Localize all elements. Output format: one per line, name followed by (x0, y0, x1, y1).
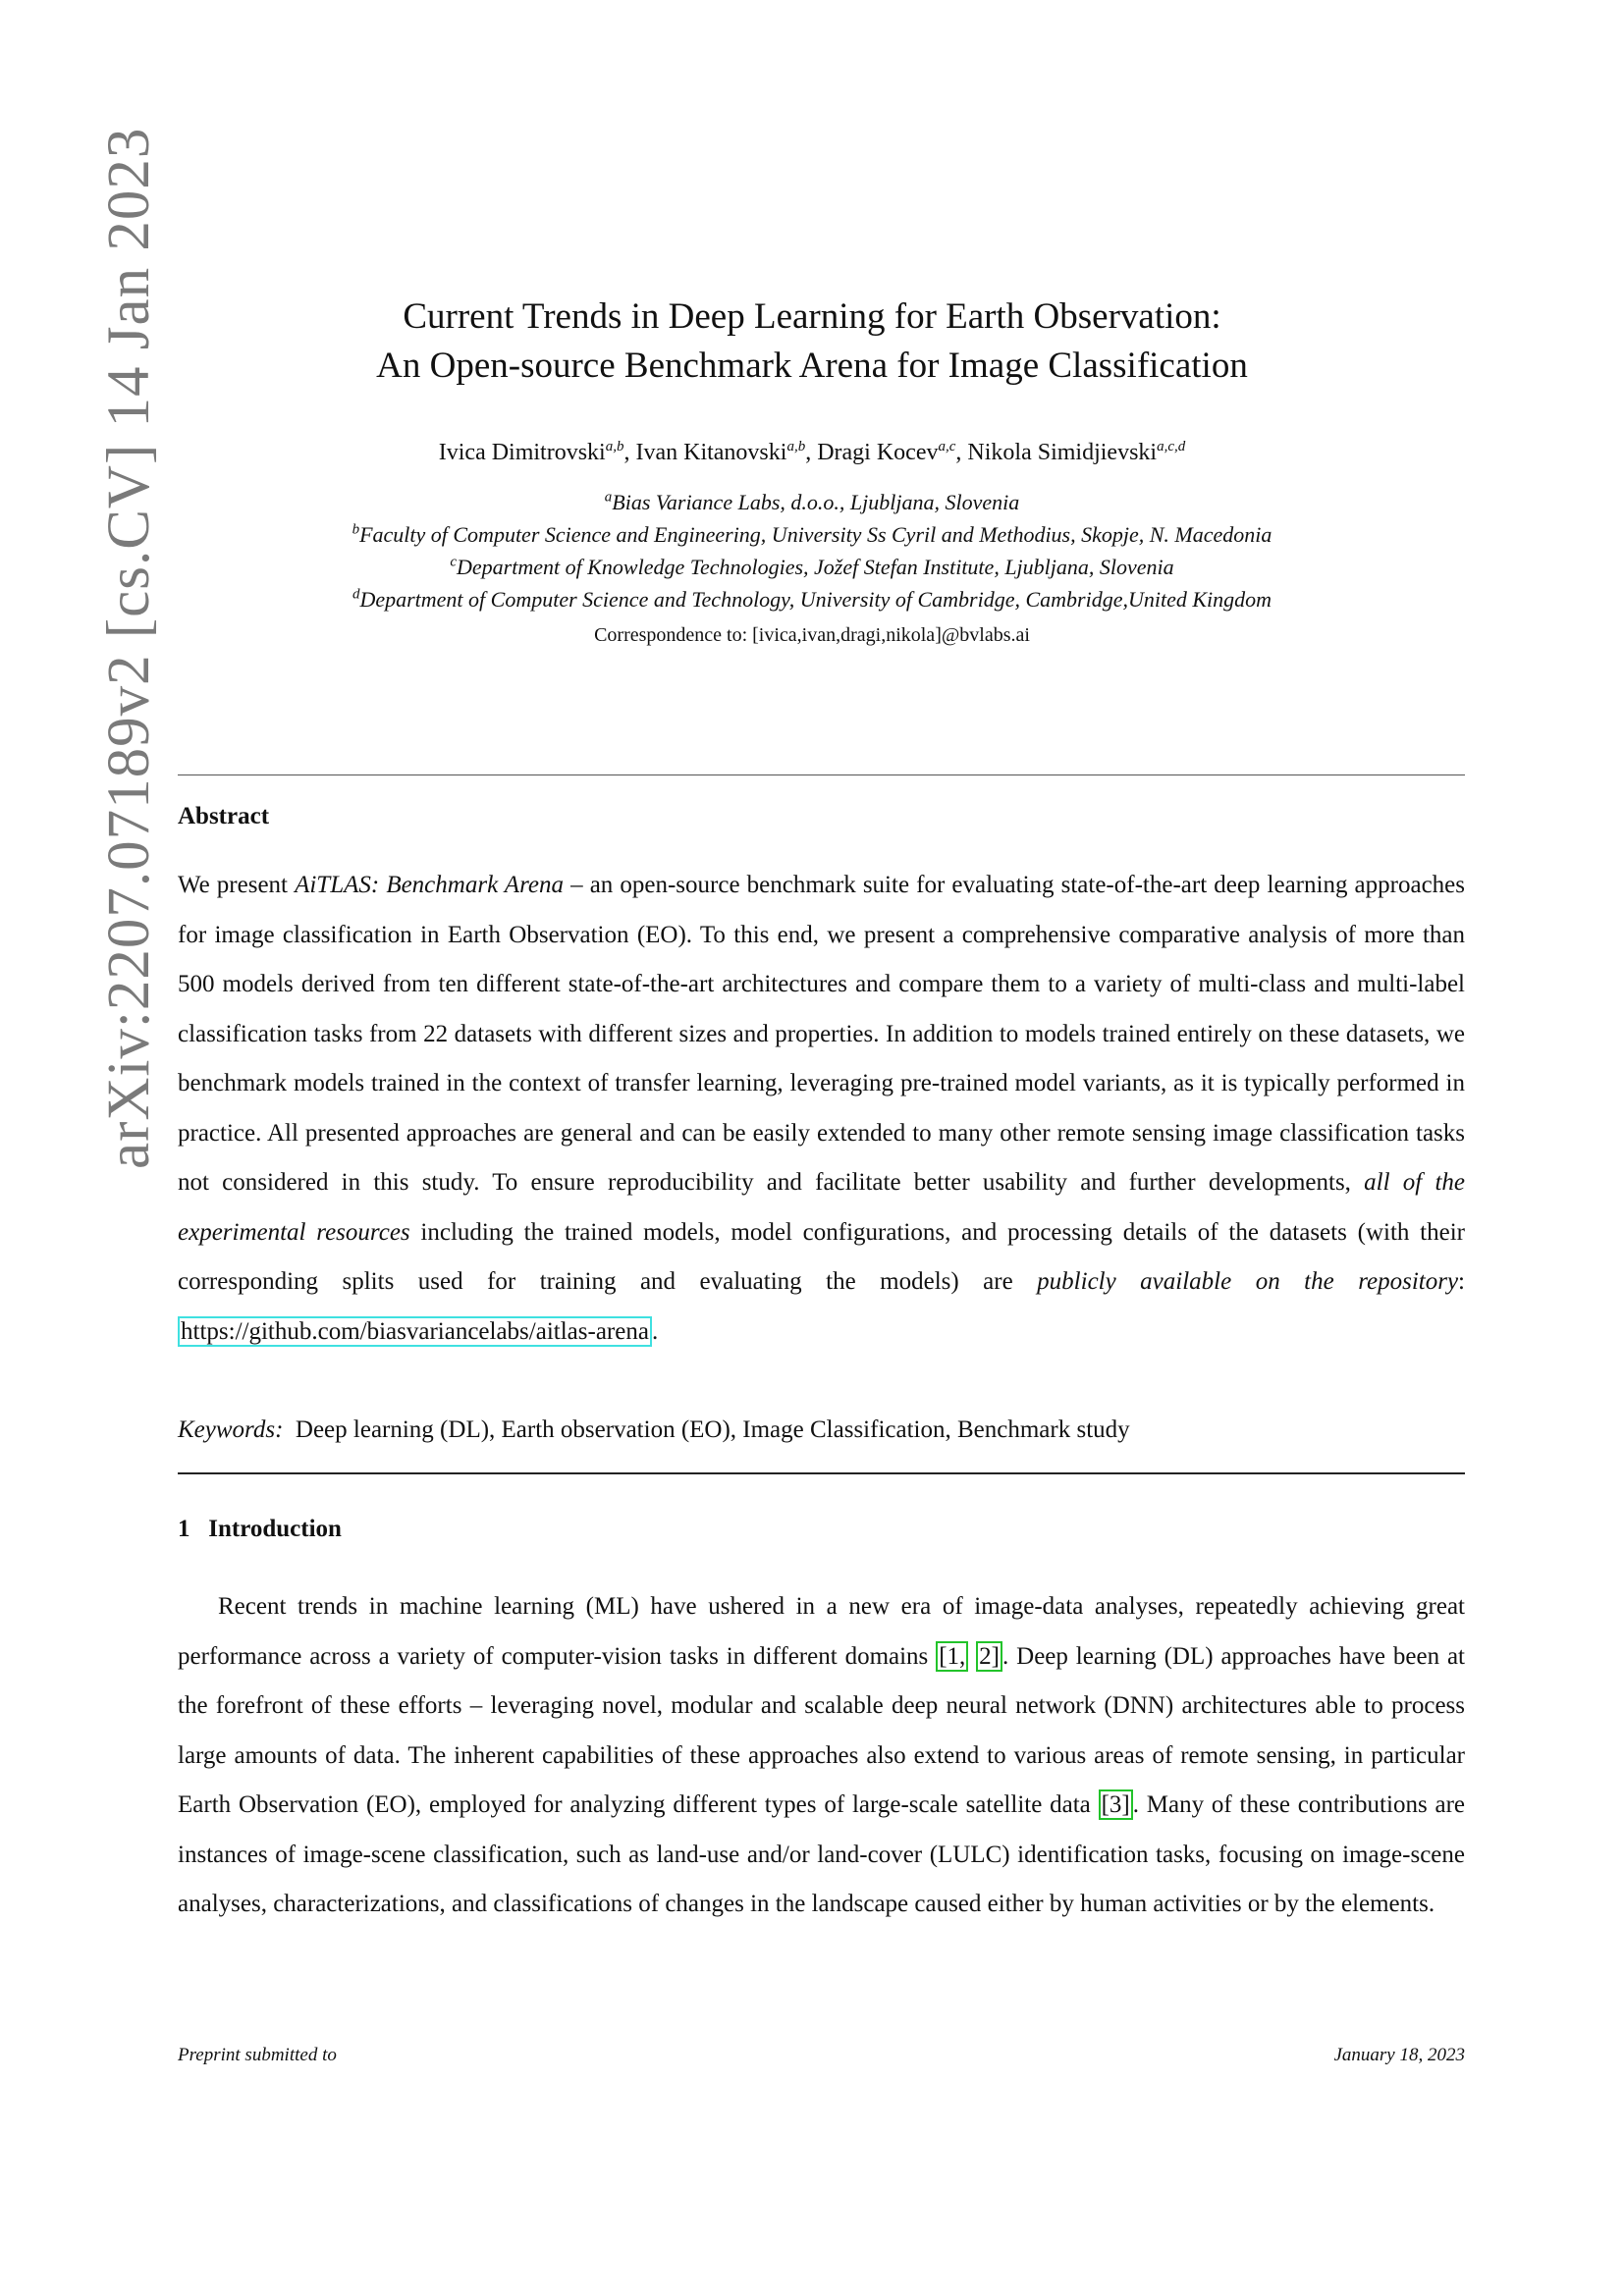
benchmark-name: AiTLAS: Benchmark Arena (295, 872, 564, 898)
section-title: Introduction (208, 1516, 342, 1542)
affiliation-text: Department of Knowledge Technologies, Jožef Stefan Institute, Ljubljana, Slovenia (457, 555, 1174, 579)
section-number: 1 (178, 1516, 190, 1542)
paper-title (0, 293, 1624, 391)
abstract-text: We present (178, 872, 296, 898)
affiliation (0, 522, 1624, 548)
abstract-text: . (651, 1317, 659, 1345)
footer-preprint: Preprint submitted to (178, 2045, 337, 2065)
abstract-text: : (1458, 1268, 1465, 1295)
keywords-label: Keywords: (178, 1416, 284, 1443)
author-affiliation-marker: a,c,d (1157, 439, 1186, 454)
affiliation (0, 587, 1624, 613)
abstract-emphasis: all of the experimental resources (178, 1169, 1466, 1246)
abstract-emphasis: publicly available on the repository (1037, 1268, 1459, 1295)
intro-text: . Many of these contributions are instances of image-scene classification, such as land-use and/or land-cover (LULC) identification tasks, focusing on image-scene analyses, characterizations, and classifications of changes in the landscape caused either by human activities or by the elements. (178, 1791, 1465, 1917)
abstract-text: including the trained models, model configurations, and processing details of the datasets (with their corresponding splits used for training and evaluating the models) are (178, 1218, 1465, 1295)
author-affiliation-marker: a,b (786, 439, 806, 454)
affiliation-text: Bias Variance Labs, d.o.o., Ljubljana, Slovenia (612, 490, 1020, 514)
author-list: Ivica Dimitrovski$^{a,b}$, Ivan Kitanovski$^{a,b}$, Dragi Kocev$^{a,c}$, Nikola Simidjievski$^{a,c,d}$ (438, 439, 1186, 465)
abstract-top-rule (178, 774, 1465, 775)
citation-link[interactable]: 2] (976, 1641, 1002, 1672)
affiliation (0, 490, 1624, 515)
abstract-text: – an open-source benchmark suite for evaluating state-of-the-art deep learning approaches for image classification in Earth Observation (EO). To this end, we present a comprehensive comparative analysis of more than 500 models derived from ten different state-of-the-art architectures and compare them to a variety of multi-class and multi-label classification tasks from 22 datasets with different sizes and properties. In addition to models trained entirely on these datasets, we benchmark models trained in the context of transfer learning, leveraging pre-trained model variants, as it is typically performed in practice. All presented approaches are general and can be easily extended to many other remote sensing image classification tasks not considered in this study. To ensure reproducibility and facilitate better usability and further developments, (178, 872, 1465, 1196)
arxiv-side-stamp: arXiv:2207.07189v2 [cs.CV] 14 Jan 2023 (96, 127, 162, 1169)
correspondence: Correspondence to: [ivica,ivan,dragi,nikola]@bvlabs.ai (594, 624, 1030, 646)
author-affiliation-marker: a,b (605, 439, 624, 454)
section-heading (178, 1516, 342, 1543)
citation-link[interactable]: [1, (936, 1641, 968, 1672)
affiliation (0, 555, 1624, 580)
affiliation-marker: d (352, 586, 360, 603)
author-name: Ivica Dimitrovski (438, 440, 606, 465)
keywords-text: Deep learning (DL), Earth observation (EO), Image Classification, Benchmark study (295, 1416, 1130, 1443)
introduction-paragraph (178, 1582, 1465, 1930)
author-name: Nikola Simidjievski (967, 440, 1158, 465)
keywords (178, 1406, 1465, 1456)
affiliation-text: Faculty of Computer Science and Engineering, University Ss Cyril and Methodius, Skopje, N. Macedonia (359, 522, 1272, 547)
intro-text: . Deep learning (DL) approaches have been at the forefront of these efforts – leveraging novel, modular and scalable deep neural network (DNN) architectures able to process large amounts of data. The inherent capabilities of these approaches also extend to various areas of remote sensing, in particular Earth Observation (EO), employed for analyzing different types of large-scale satellite data (178, 1642, 1466, 1818)
affiliation-marker: a (604, 489, 613, 506)
title-line-2: An Open-source Benchmark Arena for Image Classification (376, 346, 1248, 386)
affiliation-marker: c (450, 554, 458, 570)
author-name: Ivan Kitanovski (635, 440, 787, 465)
abstract-heading: Abstract (178, 803, 270, 829)
repository-link[interactable]: https://github.com/biasvariancelabs/aitlas-arena (178, 1316, 652, 1347)
author-name: Dragi Kocev (817, 440, 939, 465)
intro-text: Recent trends in machine learning (ML) have ushered in a new era of image-data analyses, repeatedly achieving great performance across a variety of computer-vision tasks in different domains (178, 1593, 1465, 1670)
affiliation-text: Department of Computer Science and Technology, University of Cambridge, Cambridge,United Kingdom (359, 587, 1272, 612)
title-line-1: Current Trends in Deep Learning for Earth Observation: (403, 296, 1221, 337)
footer-date: January 18, 2023 (1333, 2045, 1465, 2065)
abstract-bottom-rule (178, 1472, 1465, 1474)
abstract-body (178, 861, 1465, 1357)
affiliation-marker: b (352, 521, 360, 538)
author-affiliation-marker: a,c (938, 439, 956, 454)
citation-link[interactable]: [3] (1099, 1789, 1133, 1820)
